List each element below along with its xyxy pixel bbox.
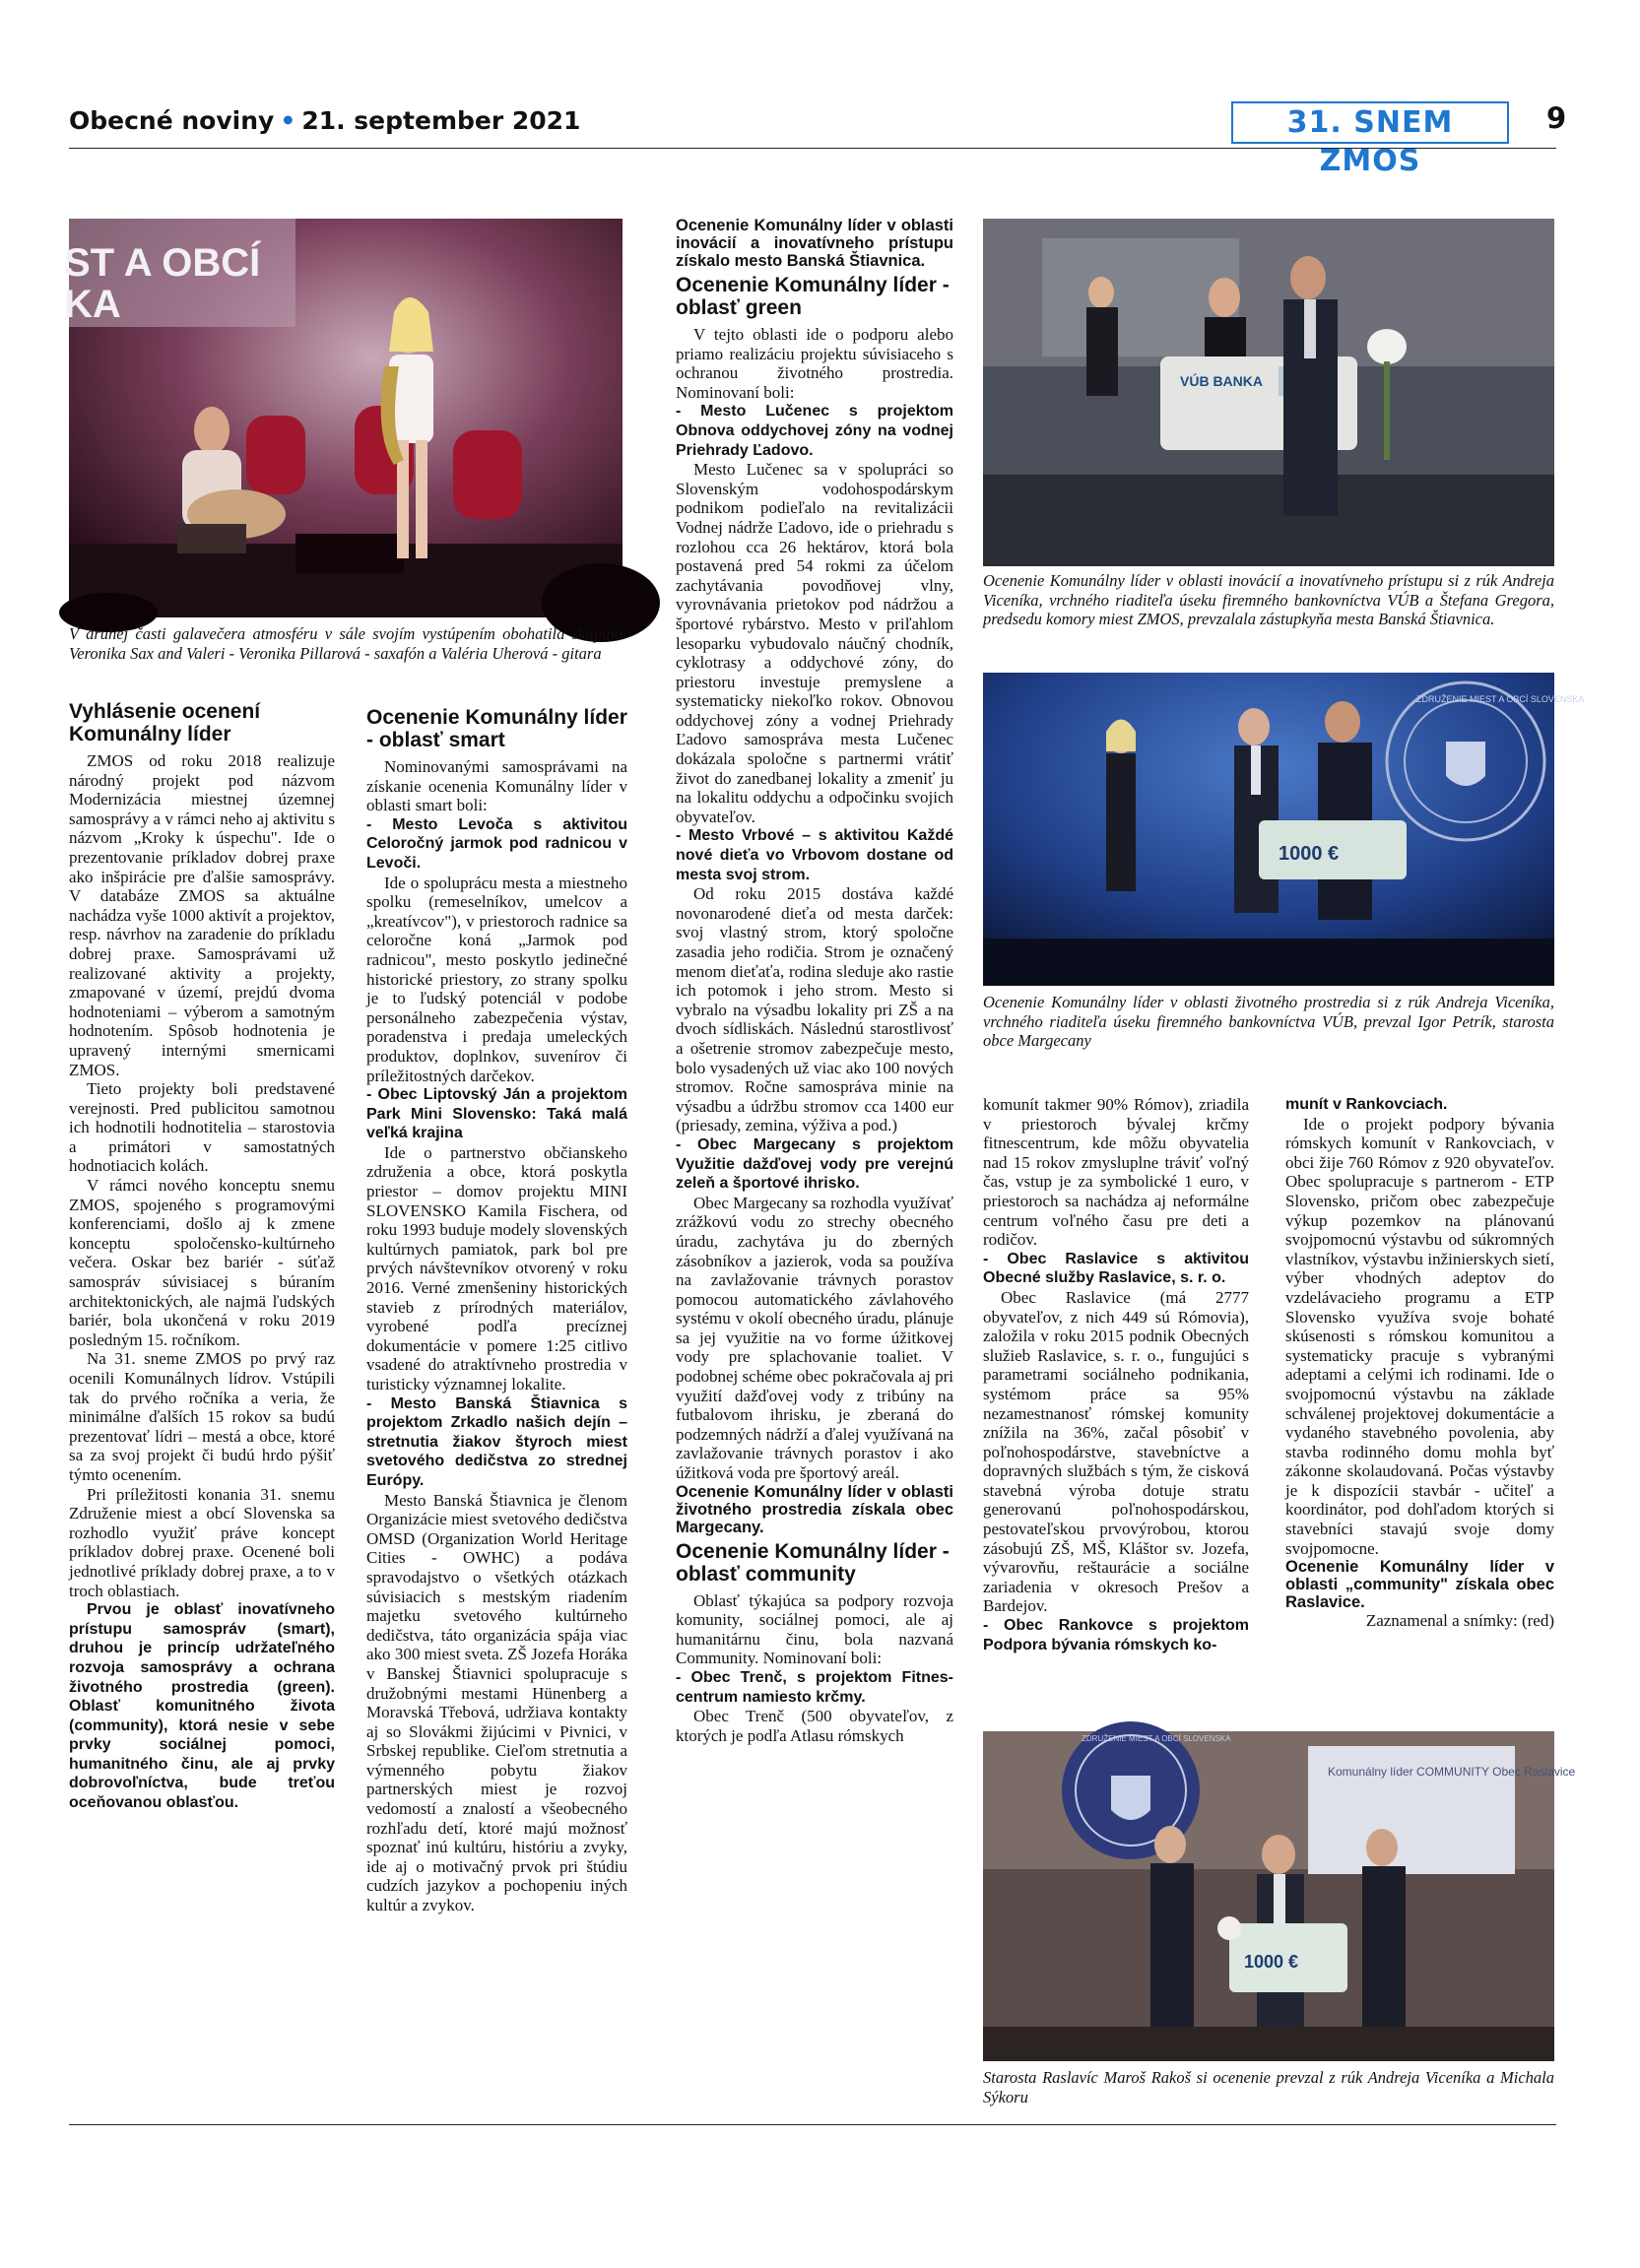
nominee-lucenec: - Mesto Lučenec s projektom Obnova oddychovej zóny na vodnej Priehrady Ľadovo. <box>676 403 953 459</box>
nominee-liptovsky-jan: - Obec Liptovský Ján a projektom Park Mini Slovensko: Taká malá veľká krajina <box>366 1086 627 1142</box>
nominee-margecany: - Obec Margecany s projektom Využitie dažďovej vody pre verejnú zeleň a športové ihrisko. <box>676 1135 953 1193</box>
paragraph: Ide o partnerstvo občianskeho združenia a obce, ktorá poskytla priestor – domov projektu MINI SLOVENSKO Kamila Fischera, od roku 1993 buduje modely slovenských kultúrnych pamiatok, park bol pre prvých návštevníkov otvorený v roku 2016. Verné zmenšeniny historických stavieb z prírodných materiálov, vyrobené podľa precíznej dokumentácie v pomere 1:25 citlivo vsadené do atraktívneho prostredia v turisticky významnej lokalite. <box>366 1142 627 1393</box>
banner-text: ZDRUŽENIE MIEST A OBCÍ SLOVENSKA <box>1416 694 1585 704</box>
footer-rule <box>69 2124 1556 2125</box>
paragraph: Tieto projekty boli predstavené verejnosti. Pred publicitou samotnou ich hodnotili hodnotitelia – starostovia a primátori v samostatných hodnotiacich kolách. <box>69 1079 335 1176</box>
concert-photo <box>64 219 623 617</box>
screen-text: Komunálny líder COMMUNITY Obec Raslavice <box>1328 1765 1576 1779</box>
winner-lead-inovacie: Ocenenie Komunálny líder v oblasti inovácií a inovatívneho prístupu získalo mesto Banská Štiavnica. <box>676 217 953 270</box>
paragraph-bold: Prvou je oblasť inovatívneho prístupu samospráv (smart), druhou je princíp udržateľného rozvoja samosprávy a ochrana životného prostredia (green). Oblasť komunitného života (community), ktorá nesie v sebe prvky sociálnej pomoci, humanitného činu, ale aj prvky dobrovoľníctva, bude treťou oceňovanou oblasťou. <box>69 1601 335 1812</box>
nominee-rankovce: - Obec Rankovce s projektom Podpora bývania rómskych ko- <box>983 1617 1249 1653</box>
paragraph: Obec Margecany sa rozhodla využívať zrážkovú vodu zo strechy obecného úradu, zachytáva ju do zberných zásobníkov a jazierok, voda sa používa na zavlažovanie trávnych porastov pomocou automatického závlahového systému v okolí obecného úradu, plánuje sa jej využitie na vo forme úžitkovej vody pre splachovanie toaliet. V podobnej schéme obec pokračovala aj pri využití dažďovej vody z tribúny na futbalovom ihrisku, je zberaná do podzemných nádrží a ďalej využívaná na zavlažovanie trávnych porastov i ako úžitková voda pre športový areál. <box>676 1193 953 1483</box>
nominee-levoca: - Mesto Levoča s aktivitou Celoročný jarmok pod radnicou v Levoči. <box>366 815 627 872</box>
paragraph: Na 31. sneme ZMOS po prvý raz ocenili Komunálnych lídrov. Vstúpili tak do prvého ročníka a veria, že minimálne ďalších 15 rokov sa budú prezentovať lídri – mestá a obce, ktoré sa za svoj projekt či budú hrdo pýšiť týmto ocenením. <box>69 1349 335 1484</box>
heading-smart: Ocenenie Komunálny líder - oblasť smart <box>366 706 627 751</box>
paragraph: Ide o spoluprácu mesta a miestneho spolku (remeselníkov, umelcov a „kreatívcov"), v priestoroch radnice sa celoročne koná „Jarmok pod radnicou", mesto poskytlo jedinečné historické priestory, zo strany spolku je to ľudský potenciál v podobe personálneho zabezpečenia výstav, poradenstva i predaja umeleckých produktov, doplnkov, suvenírov či príležitostných darčekov. <box>366 873 627 1085</box>
author-signature: Zaznamenal a snímky: (red) <box>1365 1611 1554 1631</box>
backdrop-text-line2: KA <box>64 283 121 326</box>
paragraph: ZMOS od roku 2018 realizuje národný projekt pod názvom Modernizácia miestnej územnej samosprávy a v rámci neho aj aktivitu s názvom „Kroky k úspechu". Ide o prezentovanie príkladov dobrej praxe ako inšpirácie pre ďalšie samosprávy. V databáze ZMOS sa aktuálne nachádza vyše 1000 aktivít a projektov, resp. návrhov na zaradenie do príkladu dobrej praxe. Samosprávami už realizované aktivity a projekty, zmapované v území, prejdú dvoma hodnoteniami – výberom a samotným hodnotením. Spôsob hodnotenia je upravený internými smernicami ZMOS. <box>69 751 335 1079</box>
separator-dot: • <box>280 106 296 135</box>
winner-lead-community: Ocenenie Komunálny líder v oblasti „community" získala obec Raslavice. <box>1285 1558 1554 1612</box>
community-caption: Starosta Raslavíc Maroš Rakoš si ocenenie prevzal z rúk Andreja Viceníka a Michala Sýkoru <box>983 2068 1554 2106</box>
banner-text: ZDRUŽENIE MIEST A OBCÍ SLOVENSKA <box>1082 1734 1231 1743</box>
check-amount: 1000 € <box>1244 1952 1299 1972</box>
paragraph: Nominovanými samosprávami na získanie ocenenia Komunálny líder v oblasti smart boli: <box>366 757 627 815</box>
paragraph: Mesto Lučenec sa v spolupráci so Slovenským vodohospodárskym podnikom podieľalo na revitalizácii Vodnej nádrže Ľadovo, ide o priehradu s rozlohou cca 26 hektárov, ktorá bola postavená pred 54 rokmi za účelom zachytávania povodňovej vlny, vyrovnávania prietokov pod nádržou a športové rybárstvo. Mesto v priľahlom lesoparku vybudovalo náučný chodník, cyklotrasy a oddychové zóny, do priestoru investuje premyslene a systematicky niekoľko rokov. Obnovou oddychovej zóny a vodnej Priehrady Ľadovo samospráva mesta Lučenec dokázala spoločne s partnermi vrátiť život do zanedbanej lokality a zmeniť ju na lokalitu oddychu a odpočinku svojich obyvateľov. <box>676 460 953 826</box>
article-column-1 <box>69 696 335 1813</box>
inovacie-award-photo <box>983 219 1554 566</box>
page-number: 9 <box>1546 101 1567 135</box>
nominee-banska-stiavnica: - Mesto Banská Štiavnica s projektom Zrkadlo našich dejín – stretnutia žiakov štyroch miest svetového dedičstva zo strednej Európy. <box>366 1394 627 1489</box>
check-amount: 1000 € <box>1279 843 1340 865</box>
paragraph: Obec Trenč (500 obyvateľov, z ktorých je podľa Atlasu rómskych <box>676 1707 953 1745</box>
paragraph: V tejto oblasti ide o podporu alebo priamo realizáciu projektu súvisiaceho s ochranou životného prostredia. Nominovaní boli: <box>676 325 953 402</box>
heading-vyhlasenie: Vyhlásenie ocenení Komunálny líder <box>69 700 261 745</box>
green-caption: Ocenenie Komunálny líder v oblasti životného prostredia si z rúk Andreja Viceníka, vrchného riaditeľa úseku firemného bankovníctva VÚB, prevzal Igor Petrík, starosta obce Margecany <box>983 993 1554 1050</box>
paragraph: Obec Raslavice (má 2777 obyvateľov, z nich 449 sú Rómovia), založila v roku 2015 podnik Obecných služieb Raslavice, s. r. o., fungujúci s parametrami sociálneho podnikania, systémom práce sa 95% nezamestnanosť rómskej komunity znížila na 36%, začal pôsobiť v poľnohospodárstve, stavebníctve a dopravných službách s tým, že cisková stavebná výroba dotuje stratu generovanú poľnohospodárskou, pestovateľskou prvovýrobou, ktorou zásobujú ZŠ, MŠ, Kláštor sv. Jozefa, vývarovňu, reštaurácie a sociálne zariadenia v okresoch Prešov a Bardejov. <box>983 1287 1249 1616</box>
nominee-raslavice: - Obec Raslavice s aktivitou Obecné služby Raslavice, s. r. o. <box>983 1250 1249 1287</box>
header-rule <box>69 148 1556 149</box>
article-column-4 <box>983 1095 1249 1654</box>
heading-community: Ocenenie Komunálny líder - oblasť community <box>676 1539 950 1586</box>
nominee-trenc: - Obec Trenč, s projektom Fitnes-centrum namiesto krčmy. <box>676 1669 953 1706</box>
section-label: 31. SNEM ZMOS <box>1231 101 1509 144</box>
article-column-5 <box>1285 1095 1554 1631</box>
paragraph-bold: munít v Rankovciach. <box>1285 1096 1448 1113</box>
paragraph: Mesto Banská Štiavnica je členom Organizácie miest svetového dedičstva OMSD (Organization World Heritage Cities - OWHC) a podáva spravodajstvo o všetkých otázkach súvisiacich s mestským riadením majetku svetového kultúrneho dedičstva, táto organizácia spája viac ako 300 miest sveta. ZŠ Jozefa Horáka v Banskej Štiavnici spolupracuje s družobnými mestami Hünenberg a Moravská Třebová, udržiava kontakty aj so Slovákmi žijúcimi v Pivnici, v Srbskej republike. Cieľom stretnutia a výmenného pobytu žiakov partnerských miest je rozvoj vedomostí a znalostí a všeobecného rozhľadu detí, ktoré majú možnosť spoznať inú kultúru, históriu a zvyky, ide aj o motivačný prvok pri štúdiu cudzích jazykov a pochopeniu iných kultúr a zvykov. <box>366 1490 627 1915</box>
issue-date: 21. september 2021 <box>301 106 581 135</box>
heading-green: Ocenenie Komunálny líder - oblasť green <box>676 274 950 319</box>
backdrop-text-line1: ST A OBCÍ <box>64 241 261 285</box>
green-award-photo <box>983 673 1585 986</box>
article-column-2 <box>366 702 627 1915</box>
concert-caption: V druhej časti galavečera atmosféru v sále svojím vystúpením obohatila skupina Veronika Sax and Valeri - Veronika Pillarová - saxafón a Valéria Uherová - gitara <box>69 624 623 663</box>
paragraph: V rámci nového konceptu snemu ZMOS, spojeného s programovými konferenciami, došlo aj k zmene konceptu spoločensko-kultúrneho večera. Oskar bez bariér - súťaž samospráv súvisiacej s búraním architektonických, ale najmä ľudských bariér, bola ukončená v roku 2019 posledným 15. ročníkom. <box>69 1176 335 1349</box>
winner-lead-green: Ocenenie Komunálny líder v oblasti životného prostredia získala obec Margecany. <box>676 1482 953 1536</box>
inovacie-caption: Ocenenie Komunálny líder v oblasti inovácií a inovatívneho prístupu si z rúk Andreja Viceníka, vrchného riaditeľa úseku firemného bankovníctva VÚB a Štefana Gregora, predsedu komory miest ZMOS, prevzalala zástupkyňa mesta Banská Štiavnica. <box>983 571 1554 628</box>
paragraph: Pri príležitosti konania 31. snemu Združenie miest a obcí Slovenska sa rozhodlo využiť práve koncept príkladov dobrej praxe. Ocenené boli jednotlivé príklady dobrej praxe, a to v troch oblastiach. <box>69 1484 335 1600</box>
article-column-3 <box>676 217 953 1745</box>
paragraph: Ide o projekt podpory bývania rómskych komunít v Rankovciach, v obci žije 760 Rómov z 920 obyvateľov. Obec spolupracuje s partnerom - ETP Slovensko, pričom obec zabezpečuje výkup pozemkov na plánovanú svojpomocnú výstavbu od súkromných vlastníkov, výstavbu inžinierskych sietí, výber vhodných adeptov do vzdelávacieho programu a ETP Slovensko využíva svoje bohaté skúsenosti s rómskou komunitou a systematicky pracuje s vybranými adeptami a celými ich rodinami. Ide o svojpomocnú výstavbu na základe schválenej projektovej dokumentácie a vydaného stavebného povolenia, aby stavba rodinného domu mohla byť zákonne skolaudovaná. Počas výstavby je k dispozícii stavbár - učiteľ a koordinátor, pod dohľadom ktorých si stavebníci stavajú svoje domy svojpomocne. <box>1285 1114 1554 1558</box>
masthead <box>69 106 580 135</box>
paragraph: Od roku 2015 dostáva každé novonarodené dieťa od mesta darček: svoj vlastný strom, ktorý spoločne zasadia jeho rodičia. Strom je označený menom dieťaťa, rodina sleduje ako rastie ich potomok i jeho strom. Mesto si vybralo na výsadbu lokality pri ZŠ a na dvoch sídliskách. Následnú starostlivosť a ošetrenie stromov zabezpečuje mesto, bolo vysadených už viac ako 100 nových stromov. Ročne samospráva minie na výsadbu a údržbu stromov cca 1400 eur (priesady, zemina, výživa a pod.) <box>676 884 953 1135</box>
community-award-photo <box>983 1731 1576 2061</box>
paragraph: komunít takmer 90% Rómov), zriadila v priestoroch bývalej krčmy fitnescentrum, kde môžu obyvatelia nad 15 rokov zmysluplne tráviť voľný čas, vstup je za symbolické 1 euro, v priestoroch sa nachádza aj neformálne centrum voľného času pre deti a rodičov. <box>983 1095 1249 1250</box>
paragraph: Oblasť týkajúca sa podpory rozvoja komunity, sociálnej pomoci, ale aj humanitárnu činu, bola nazvaná Community. Nominovaní boli: <box>676 1590 953 1668</box>
check-text: VÚB BANKA <box>1180 373 1263 389</box>
nominee-vrbove: - Mesto Vrbové – s aktivitou Každé nové dieťa vo Vrbovom dostane od mesta svoj strom. <box>676 827 953 883</box>
publication-name: Obecné noviny <box>69 106 275 135</box>
